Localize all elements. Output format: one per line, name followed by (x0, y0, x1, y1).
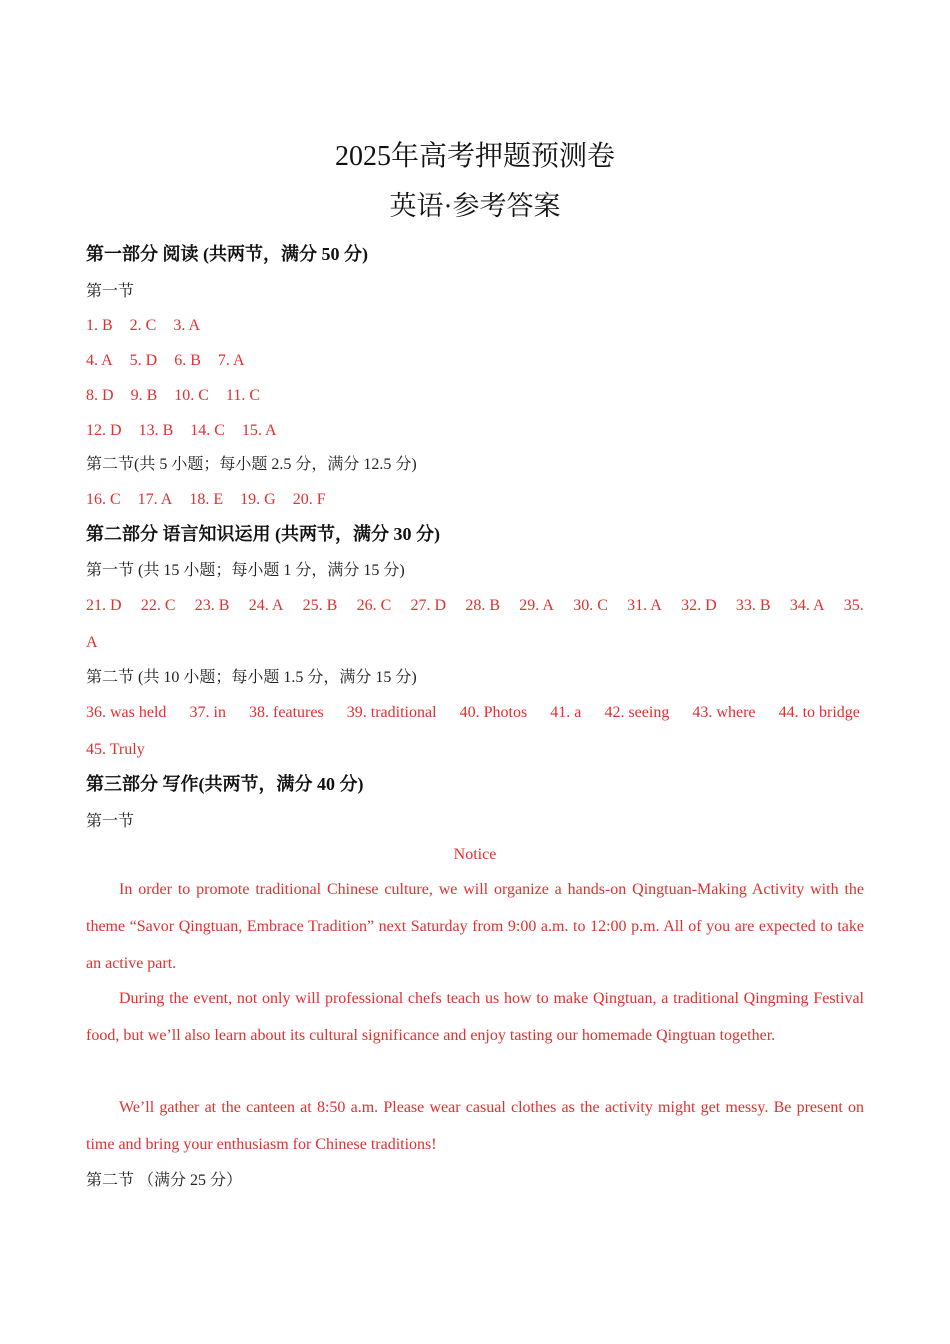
answer-item: 22. C (140, 597, 176, 614)
answer-item: 19. G (240, 491, 276, 508)
notice-paragraph: During the event, not only will professional chefs teach us how to make Qingtuan, a traditional Qingming Festival food, but we’ll also learn about its cultural significance and enjoy tasting our homemade Qingtuan together. (86, 990, 864, 1044)
answer-item: 8. D (86, 387, 114, 404)
answer-item: 43. where (692, 704, 756, 721)
answer-item: 42. seeing (604, 704, 670, 721)
answer-row (86, 596, 864, 616)
answer-row (86, 703, 860, 723)
answer-item: 14. C (190, 422, 225, 439)
answer-item: 38. features (249, 704, 324, 721)
answer-item: 27. D (410, 597, 447, 614)
answer-item: 44. to bridge (778, 704, 860, 721)
part2-heading: 第二部分 语言知识运用 (共两节，满分 30 分) (86, 524, 440, 544)
answer-item: 11. C (225, 387, 260, 404)
notice-paragraph: We’ll gather at the canteen at 8:50 a.m. Please wear casual clothes as the activity might get messy. Be present on time and bring your enthusiasm for Chinese traditions! (86, 1099, 864, 1153)
answer-item: 39. traditional (346, 704, 437, 721)
answer-row (86, 351, 245, 371)
answer-item: 18. E (189, 491, 224, 508)
answer-item: 3. A (173, 317, 201, 334)
answer-item: 10. C (174, 387, 209, 404)
answer-row (86, 490, 326, 510)
answer-wrap: 45. Truly (86, 741, 145, 758)
notice-title: Notice (453, 846, 497, 863)
answer-item: 2. C (129, 317, 157, 334)
answer-row (86, 386, 260, 406)
answer-item: 4. A (86, 352, 113, 369)
answer-item: 29. A (519, 597, 554, 614)
part3-section2-label: 第二节 （满分 25 分） (86, 1172, 243, 1189)
answer-item: 1. B (86, 317, 113, 334)
part2-section1-label: 第一节 (共 15 小题；每小题 1 分，满分 15 分) (86, 562, 405, 579)
answer-item: 17. A (137, 491, 173, 508)
answer-item: 32. D (681, 597, 717, 614)
answer-item: 7. A (217, 352, 245, 369)
answer-item: 25. B (302, 597, 338, 614)
answer-row (86, 421, 277, 441)
answer-item: 21. D (86, 597, 122, 614)
answer-item: 15. A (241, 422, 277, 439)
answer-item: 28. B (465, 597, 501, 614)
answer-item: 24. A (248, 597, 284, 614)
answer-item: 34. A (789, 597, 825, 614)
answer-item: 37. in (189, 704, 226, 721)
notice-paragraph: In order to promote traditional Chinese culture, we will organize a hands-on Qingtuan-Making Activity with the theme “Savor Qingtuan, Embrace Tradition” next Saturday from 9:00 a.m. to 12:00 p.m. All of you are expected to take an active part. (86, 881, 864, 972)
answer-item: 40. Photos (459, 704, 528, 721)
answer-item: 5. D (129, 352, 158, 369)
answer-item: 33. B (735, 597, 771, 614)
part3-section1-label: 第一节 (86, 813, 135, 830)
part1-heading: 第一部分 阅读 (共两节，满分 50 分) (86, 244, 368, 264)
answer-item: 16. C (86, 491, 121, 508)
answer-row (86, 316, 200, 336)
answer-item: 9. B (130, 387, 158, 404)
answer-item: 36. was held (86, 704, 167, 721)
answer-item: 23. B (194, 597, 230, 614)
answer-item: 31. A (627, 597, 662, 614)
answer-item: 12. D (86, 422, 122, 439)
answer-item: 26. C (356, 597, 392, 614)
exam-subtitle: 英语·参考答案 (389, 191, 561, 221)
answer-item: 13. B (138, 422, 174, 439)
answer-wrap: A (86, 634, 98, 651)
answer-item: 41. a (550, 704, 582, 721)
answer-item: 6. B (174, 352, 201, 369)
part1-section1-label: 第一节 (86, 283, 135, 300)
part3-heading: 第三部分 写作(共两节，满分 40 分) (86, 774, 364, 794)
part2-section2-label: 第二节 (共 10 小题；每小题 1.5 分，满分 15 分) (86, 669, 417, 686)
answer-item: 20. F (292, 491, 326, 508)
exam-title: 2025年高考押题预测卷 (334, 141, 615, 172)
part1-section2-label: 第二节(共 5 小题；每小题 2.5 分，满分 12.5 分) (86, 456, 417, 473)
answer-item: 35. (843, 597, 864, 614)
answer-item: 30. C (573, 597, 608, 614)
